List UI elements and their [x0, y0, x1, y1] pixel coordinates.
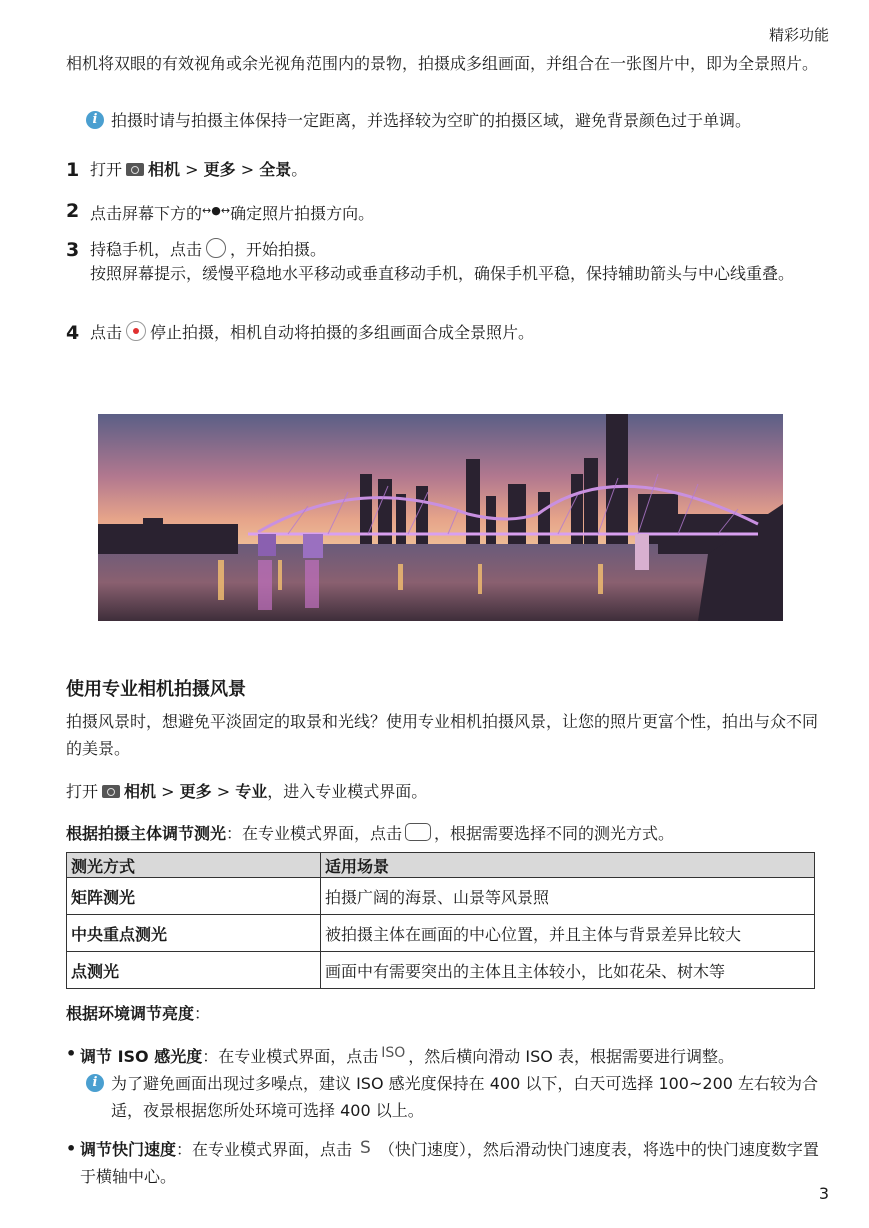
iso-icon: ISO — [381, 1045, 406, 1061]
table-cell: 拍摄广阔的海景、山景等风景照 — [321, 878, 815, 915]
direction-arrows-icon: ↔●↔ — [202, 204, 231, 217]
iso-tip-note — [86, 1070, 826, 1124]
tip-text: 拍摄时请与拍摄主体保持一定距离，并选择较为空旷的拍摄区域，避免背景颜色过于单调。 — [111, 111, 752, 130]
running-header: 精彩功能 — [768, 26, 829, 44]
step-3-detail: 按照屏幕提示，缓慢平稳地水平移动或垂直移动手机，确保手机平稳，保持辅助箭头与中心线重叠。 — [90, 264, 795, 283]
table-header: 适用场景 — [321, 853, 815, 878]
step-1: 1 打开 相机 > 更多 > 全景。 — [66, 159, 308, 181]
step-number: 1 — [66, 159, 80, 181]
camera-app-label: 相机 — [148, 160, 181, 179]
table-row — [67, 878, 815, 915]
table-row — [67, 915, 815, 952]
more-label: 更多 — [203, 160, 236, 179]
info-icon: i — [86, 111, 104, 129]
panorama-photo — [98, 414, 783, 621]
open-pro-mode-line: 打开 相机 > 更多 > 专业，进入专业模式界面。 — [66, 782, 428, 801]
bullet-shutter: • 调节快门速度：在专业模式界面，点击 S （快门速度），然后滑动快门速度表，将选中的快门速度数字置于横轴中心。 — [66, 1138, 819, 1186]
shutter-speed-icon: S — [360, 1138, 371, 1158]
camera-icon — [126, 163, 144, 176]
table-cell: 画面中有需要突出的主体且主体较小，比如花朵、树木等 — [321, 952, 815, 989]
metering-line: 根据拍摄主体调节测光：在专业模式界面，点击 ，根据需要选择不同的测光方式。 — [66, 824, 675, 843]
table-row — [67, 952, 815, 989]
step-2: 2 点击屏幕下方的↔●↔确定照片拍摄方向。 — [66, 200, 375, 223]
intro-paragraph: 相机将双眼的有效视角或余光视角范围内的景物，拍摄成多组画面，并组合在一张图片中，即为全景照片。 — [66, 54, 819, 73]
panorama-label: 全景 — [259, 160, 292, 179]
page-number: 3 — [818, 1184, 829, 1203]
brightness-heading: 根据环境调节亮度： — [66, 1004, 211, 1023]
bullet-iso: • 调节 ISO 感光度：在专业模式界面，点击 ISO ，然后横向滑动 ISO 表，根据需要进行调整。 — [66, 1044, 734, 1066]
step-4: 4 点击 停止拍摄，相机自动将拍摄的多组画面合成全景照片。 — [66, 322, 535, 344]
metering-icon — [405, 823, 431, 841]
table-header: 测光方式 — [67, 853, 321, 878]
table-cell: 中央重点测光 — [67, 915, 321, 952]
stop-record-icon — [126, 321, 146, 341]
step-3: 3 持稳手机，点击 ，开始拍摄。 按照屏幕提示，缓慢平稳地水平移动或垂直移动手机，确保手机平稳，保持辅助箭头与中心线重叠。 — [66, 239, 795, 283]
pro-mode-label: 专业 — [235, 782, 268, 801]
tip-text: 为了避免画面出现过多噪点，建议 ISO 感光度保持在 400 以下，白天可选择 100~200 左右较为合适，夜景根据您所处环境可选择 400 以上。 — [111, 1074, 819, 1120]
table-header-row — [67, 853, 815, 878]
section-intro: 拍摄风景时，想避免平淡固定的取景和光线？使用专业相机拍摄风景，让您的照片更富个性，拍出与众不同的美景。 — [66, 712, 819, 758]
shutter-icon — [206, 238, 226, 258]
table-cell: 点测光 — [67, 952, 321, 989]
camera-icon — [102, 785, 120, 798]
section-title: 使用专业相机拍摄风景 — [66, 679, 246, 700]
table-cell: 被拍摄主体在画面的中心位置，并且主体与背景差异比较大 — [321, 915, 815, 952]
table-cell: 矩阵测光 — [67, 878, 321, 915]
tip-note — [86, 107, 826, 134]
metering-table — [66, 852, 815, 989]
info-icon: i — [86, 1074, 104, 1092]
